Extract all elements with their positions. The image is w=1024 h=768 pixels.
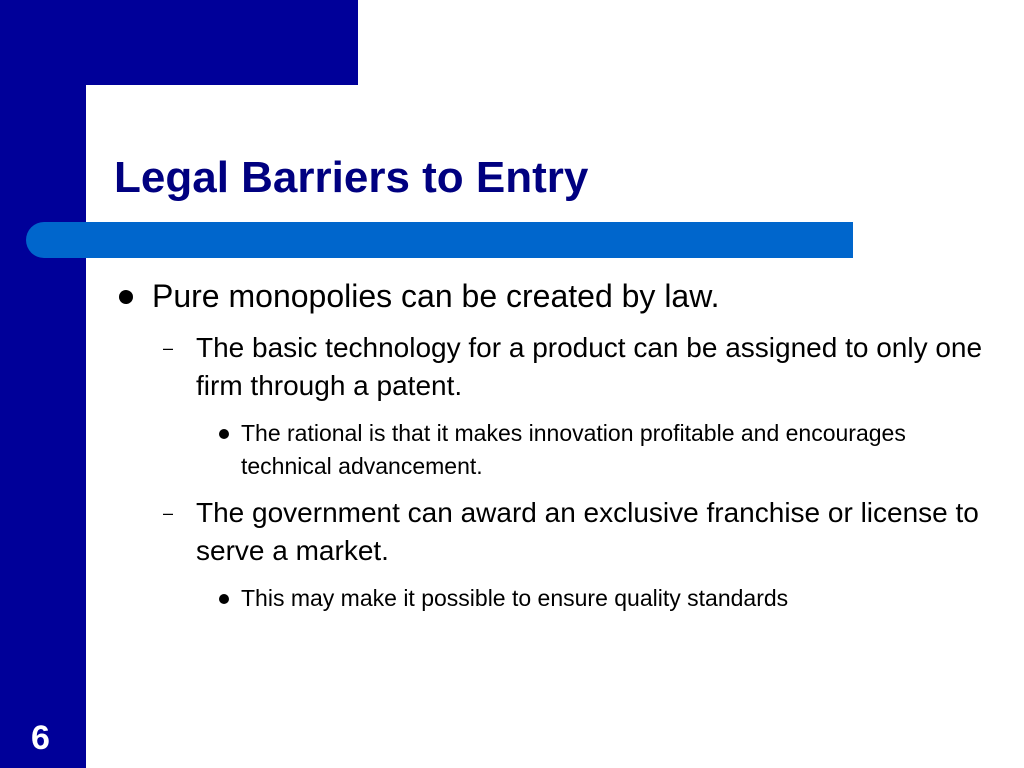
bullet-item-level-2 xyxy=(163,329,996,405)
bullet-item-level-1 xyxy=(152,276,1002,316)
round-bullet-icon xyxy=(219,594,229,604)
slide-title: Legal Barriers to Entry xyxy=(114,153,589,202)
left-frame-bar xyxy=(0,0,86,768)
bullet-item-level-3 xyxy=(241,417,941,483)
page-number: 6 xyxy=(31,719,50,757)
round-bullet-icon xyxy=(219,429,229,439)
round-bullet-icon xyxy=(119,290,133,304)
bullet-text: This may make it possible to ensure quality standards xyxy=(241,585,789,611)
bullet-text: The rational is that it makes innovation profitable and encourages technical advancement. xyxy=(241,420,906,479)
bullet-item-level-3 xyxy=(241,582,941,615)
bullet-item-level-2 xyxy=(163,494,996,570)
dash-bullet-icon: – xyxy=(163,503,174,523)
dash-bullet-icon: – xyxy=(163,338,174,358)
bullet-text: Pure monopolies can be created by law. xyxy=(152,278,720,314)
bullet-text: The government can award an exclusive franchise or license to serve a market. xyxy=(196,497,979,566)
top-frame-block xyxy=(0,0,358,85)
title-underline-bar xyxy=(26,222,853,258)
bullet-text: The basic technology for a product can be assigned to only one firm through a patent. xyxy=(196,332,983,401)
